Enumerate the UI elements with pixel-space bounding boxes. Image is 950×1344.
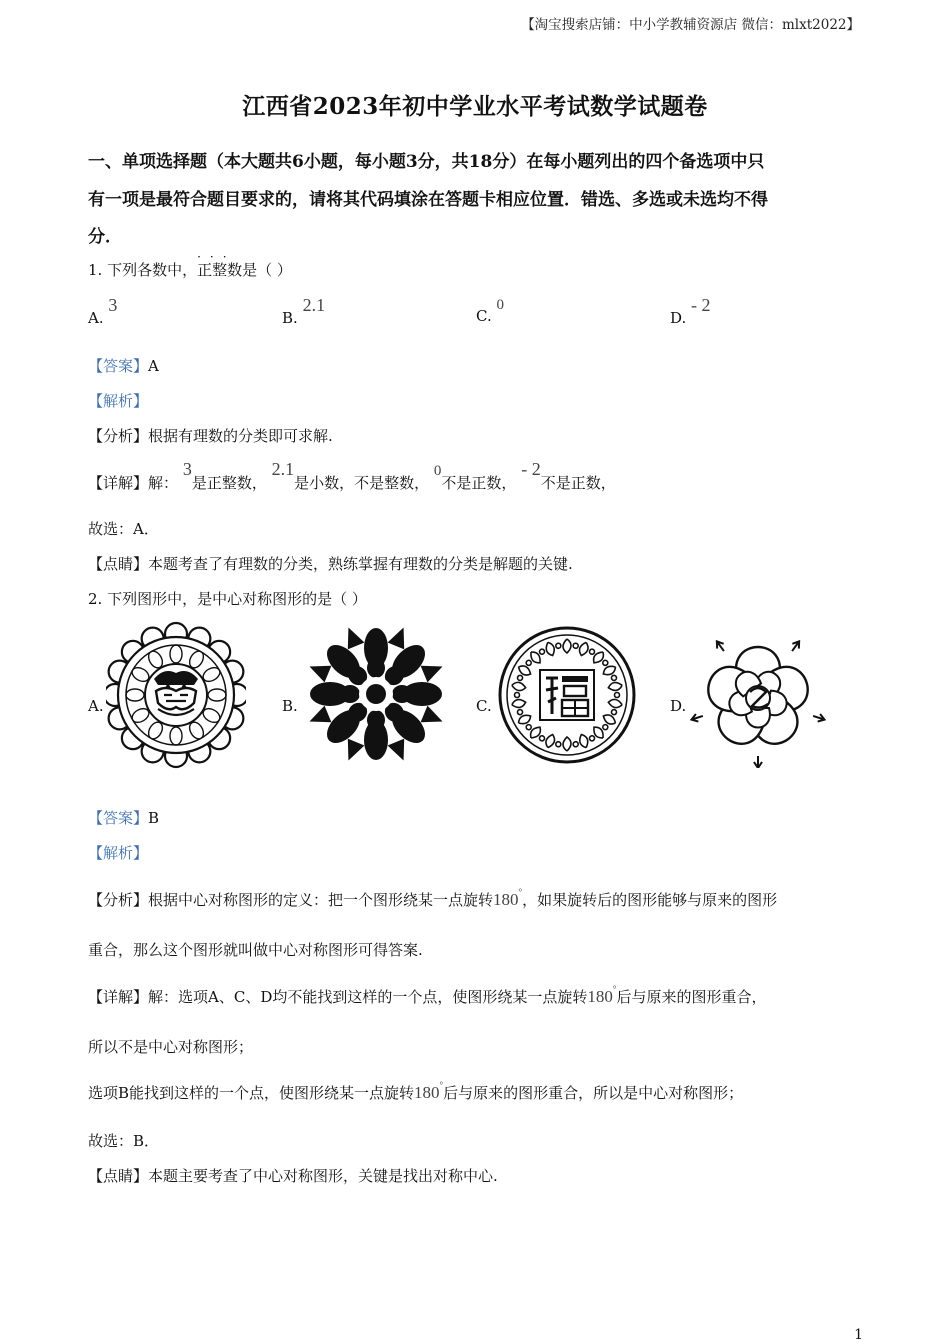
q2-comment (88, 1165, 498, 1186)
q2-analysis-tag: 【解析】 (88, 844, 149, 862)
q1-option-b (282, 295, 326, 328)
option-label: C. (476, 307, 492, 325)
q1-option-c (476, 297, 504, 326)
figure-c-fu-coin (496, 622, 638, 768)
comment-tag: 【点睛】 (88, 555, 149, 573)
section-heading-line2: 有一项是最符合题目要求的，请将其代码填涂在答题卡相应位置．错选、多选或未选均不得 (88, 190, 768, 210)
fenxi-tag: 【分析】 (88, 891, 149, 909)
comment-text: 本题主要考查了中心对称图形，关键是找出对称中心. (148, 1167, 498, 1185)
fenxi-tag: 【分析】 (88, 427, 149, 445)
fenxi-text-a: 根据中心对称图形的定义：把一个图形绕某一点旋转 (148, 891, 494, 909)
q1-answer (88, 355, 159, 376)
q1-stem-post: 是（ ） (242, 261, 292, 279)
comment-tag: 【点睛】 (88, 1167, 149, 1185)
figure-b-symmetric-flower (300, 618, 452, 770)
degree-mark: ° (439, 1080, 444, 1090)
page-number: 1 (854, 1327, 863, 1343)
detail-num: 0 (433, 463, 442, 479)
q1-stem-dotted: 正整数 (197, 261, 243, 279)
fenxi-text: 根据有理数的分类即可求解. (148, 427, 333, 445)
degree-value (493, 887, 523, 909)
detail-text: 是正整数， (191, 474, 267, 492)
q2-detail-line2: 所以不是中心对称图形； (88, 1038, 254, 1056)
section-heading-line1: 一、单项选择题（本大题共6小题，每小题3分，共18分）在每小题列出的四个备选项中只 (88, 152, 765, 172)
detail-line3-a: 选项B能找到这样的一个点，使图形绕某一点旋转 (88, 1084, 415, 1102)
option-label: B. (282, 309, 298, 327)
detail-line3-b: 后与原来的图形重合，所以是中心对称图形； (443, 1084, 744, 1102)
page-title: 江西省2023年初中学业水平考试数学试题卷 (242, 93, 708, 120)
q1-stem (88, 250, 292, 280)
q1-fenxi (88, 425, 333, 446)
figure-d-five-petal-rose (690, 620, 826, 768)
option-value: - 2 (691, 295, 711, 315)
degree-number: 180 (414, 1083, 440, 1102)
degree-number: 180 (587, 987, 613, 1006)
detail-text: 不是正数， (540, 474, 616, 492)
option-label: A. (88, 309, 104, 327)
q2-option-b-label: B. (282, 697, 298, 715)
detail-prefix: 解： (148, 474, 179, 492)
q1-option-d (670, 295, 711, 328)
q1-option-a (88, 295, 118, 328)
detail-num: 3 (182, 459, 192, 479)
q2-option-a-label: A. (88, 697, 104, 715)
detail-tag: 【详解】 (88, 988, 149, 1006)
option-value: 2.1 (302, 295, 326, 315)
q2-detail (88, 986, 766, 1007)
option-label: D. (670, 309, 687, 327)
option-value: 3 (108, 295, 118, 315)
detail-text: 不是正数， (441, 474, 517, 492)
degree-value (414, 1080, 444, 1102)
answer-value: A (148, 357, 159, 375)
q2-fenxi (88, 889, 777, 910)
degree-number: 180 (493, 890, 519, 909)
detail-num: 2.1 (271, 459, 295, 479)
q1-comment (88, 553, 573, 574)
q1-stem-pre: 1. 下列各数中， (88, 261, 198, 279)
q1-conclusion: 故选：A． (88, 520, 159, 538)
detail-text: 是小数，不是整数， (294, 474, 430, 492)
detail-num: - 2 (521, 459, 541, 479)
q2-detail-line3 (88, 1082, 743, 1103)
q2-fenxi-line2: 重合，那么这个图形就叫做中心对称图形可得答案. (88, 941, 423, 959)
emphasis-dots: ··· (197, 250, 236, 264)
answer-tag: 【答案】 (88, 357, 149, 375)
q2-stem: 2. 下列图形中，是中心对称图形的是（ ） (88, 590, 367, 608)
degree-mark: ° (518, 887, 523, 897)
header-note: 【淘宝搜索店铺：中小学教辅资源店 微信：mlxt2022】 (521, 17, 860, 33)
q1-detail (88, 459, 616, 493)
detail-tag: 【详解】 (88, 474, 149, 492)
degree-mark: ° (612, 984, 617, 994)
q2-option-c-label: C. (476, 697, 492, 715)
detail-text-a: 解：选项A、C、D均不能找到这样的一个点，使图形绕某一点旋转 (148, 988, 588, 1006)
section-heading-line3: 分． (88, 227, 122, 247)
q1-analysis-tag: 【解析】 (88, 392, 149, 410)
q1-stem-emphasis (197, 250, 243, 279)
comment-text: 本题考查了有理数的分类，熟练掌握有理数的分类是解题的关键. (148, 555, 573, 573)
q2-conclusion: 故选：B． (88, 1132, 160, 1150)
answer-value: B (148, 809, 160, 827)
q2-option-d-label: D. (670, 697, 687, 715)
degree-value (587, 984, 617, 1006)
fenxi-text-b: ，如果旋转后的图形能够与原来的图形 (522, 891, 778, 909)
figure-a-scalloped-seal (106, 621, 246, 769)
answer-tag: 【答案】 (88, 809, 149, 827)
detail-text-b: 后与原来的图形重合， (616, 988, 767, 1006)
option-value: 0 (496, 297, 504, 313)
q2-answer (88, 807, 159, 828)
